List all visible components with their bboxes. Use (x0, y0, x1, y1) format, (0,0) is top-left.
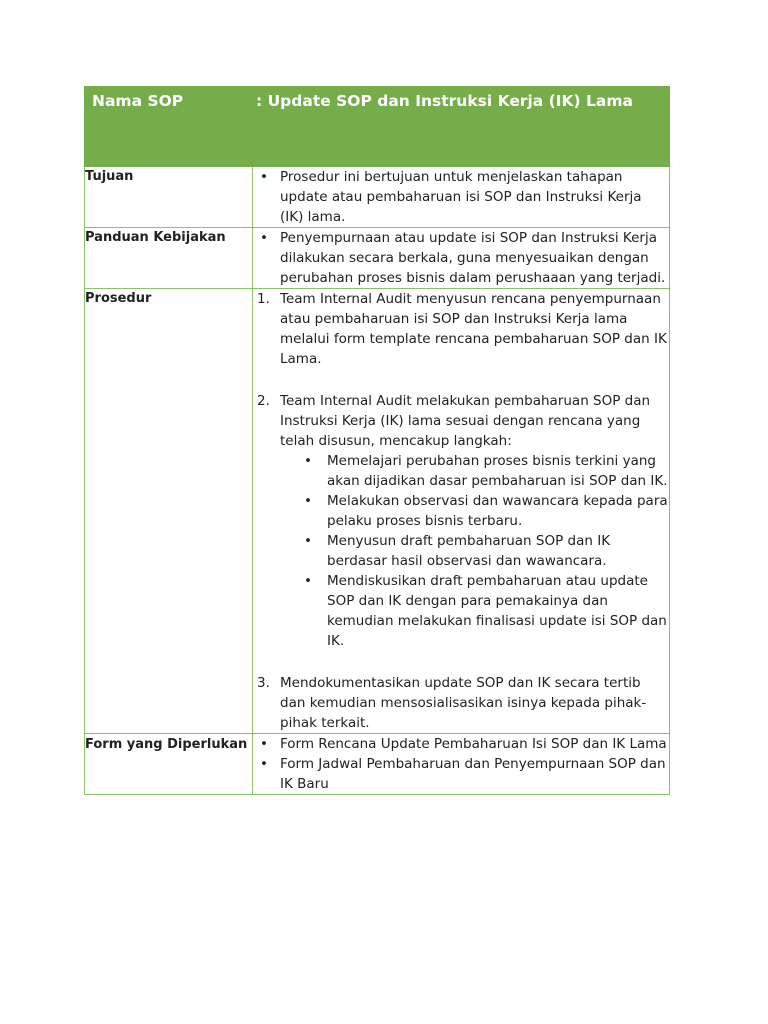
procedure-step (253, 391, 669, 651)
bullet-list (253, 167, 669, 227)
row-panduan-kebijakan (85, 228, 670, 289)
procedure-step (253, 289, 669, 369)
list-item (253, 734, 669, 754)
bullet-icon: • (260, 756, 268, 772)
sub-step (280, 451, 669, 491)
row-content-panduan-kebijakan (253, 228, 670, 289)
sop-table (84, 86, 670, 795)
bullet-icon: • (260, 230, 268, 246)
sub-step (280, 491, 669, 531)
step-text: Team Internal Audit menyusun rencana penyempurnaan atau pembaharuan isi SOP dan Instruksi Kerja lama melalui form template rencana pembaharuan SOP dan IK Lama. (280, 291, 667, 367)
sub-step (280, 531, 669, 571)
sub-step (280, 571, 669, 651)
bullet-icon: • (260, 169, 268, 185)
step-text: Mendokumentasikan update SOP dan IK secara tertib dan kemudian mensosialisasikan isinya kepada pihak-pihak terkait. (280, 675, 647, 731)
procedure-step (253, 673, 669, 733)
bullet-icon: • (304, 573, 312, 589)
sub-step-text: Memelajari perubahan proses bisnis terkini yang akan dijadikan dasar pembaharuan isi SOP dan IK. (327, 453, 668, 489)
list-item-text: Form Rencana Update Pembaharuan Isi SOP dan IK Lama (280, 736, 667, 752)
row-content-form-yang-diperlukan (253, 734, 670, 795)
sub-step-text: Mendiskusikan draft pembaharuan atau update SOP dan IK dengan para pemakainya dan kemudian melakukan finalisasi update isi SOP dan IK. (327, 573, 667, 649)
procedure-steps (253, 289, 669, 733)
row-label-tujuan: Tujuan (85, 167, 253, 228)
sub-step-list (280, 451, 669, 651)
row-label-panduan-kebijakan: Panduan Kebijakan (85, 228, 253, 289)
list-item-text: Penyempurnaan atau update isi SOP dan Instruksi Kerja dilakukan secara berkala, guna menyesuaikan dengan perubahan proses bisnis dalam perushaaan yang terjadi. (280, 230, 666, 286)
list-item-text: Form Jadwal Pembaharuan dan Penyempurnaan SOP dan IK Baru (280, 756, 666, 792)
row-label-prosedur: Prosedur (85, 289, 253, 734)
step-text: Team Internal Audit melakukan pembaharuan SOP dan Instruksi Kerja (IK) lama sesuai dengan rencana yang telah disusun, mencakup langkah: (280, 393, 651, 449)
list-item-text: Prosedur ini bertujuan untuk menjelaskan tahapan update atau pembaharuan isi SOP dan Instruksi Kerja (IK) lama. (280, 169, 642, 225)
bullet-icon: • (304, 493, 312, 509)
row-content-prosedur (253, 289, 670, 734)
row-tujuan (85, 167, 670, 228)
bullet-icon: • (260, 736, 268, 752)
row-form-yang-diperlukan (85, 734, 670, 795)
sub-step-text: Melakukan observasi dan wawancara kepada para pelaku proses bisnis terbaru. (327, 493, 668, 529)
bullet-icon: • (304, 453, 312, 469)
sop-header-row (85, 87, 670, 167)
step-number: 2. (257, 393, 270, 409)
list-item (253, 754, 669, 794)
list-item (253, 167, 669, 227)
row-content-tujuan (253, 167, 670, 228)
bullet-list (253, 734, 669, 794)
bullet-icon: • (304, 533, 312, 549)
step-number: 1. (257, 291, 270, 307)
list-item (253, 228, 669, 288)
sub-step-text: Menyusun draft pembaharuan SOP dan IK berdasar hasil observasi dan wawancara. (327, 533, 611, 569)
row-label-form-yang-diperlukan: Form yang Diperlukan (85, 734, 253, 795)
sop-name-value: : Update SOP dan Instruksi Kerja (IK) Lama (253, 87, 670, 167)
row-prosedur (85, 289, 670, 734)
sop-name-label: Nama SOP (85, 87, 253, 167)
step-number: 3. (257, 675, 270, 691)
bullet-list (253, 228, 669, 288)
